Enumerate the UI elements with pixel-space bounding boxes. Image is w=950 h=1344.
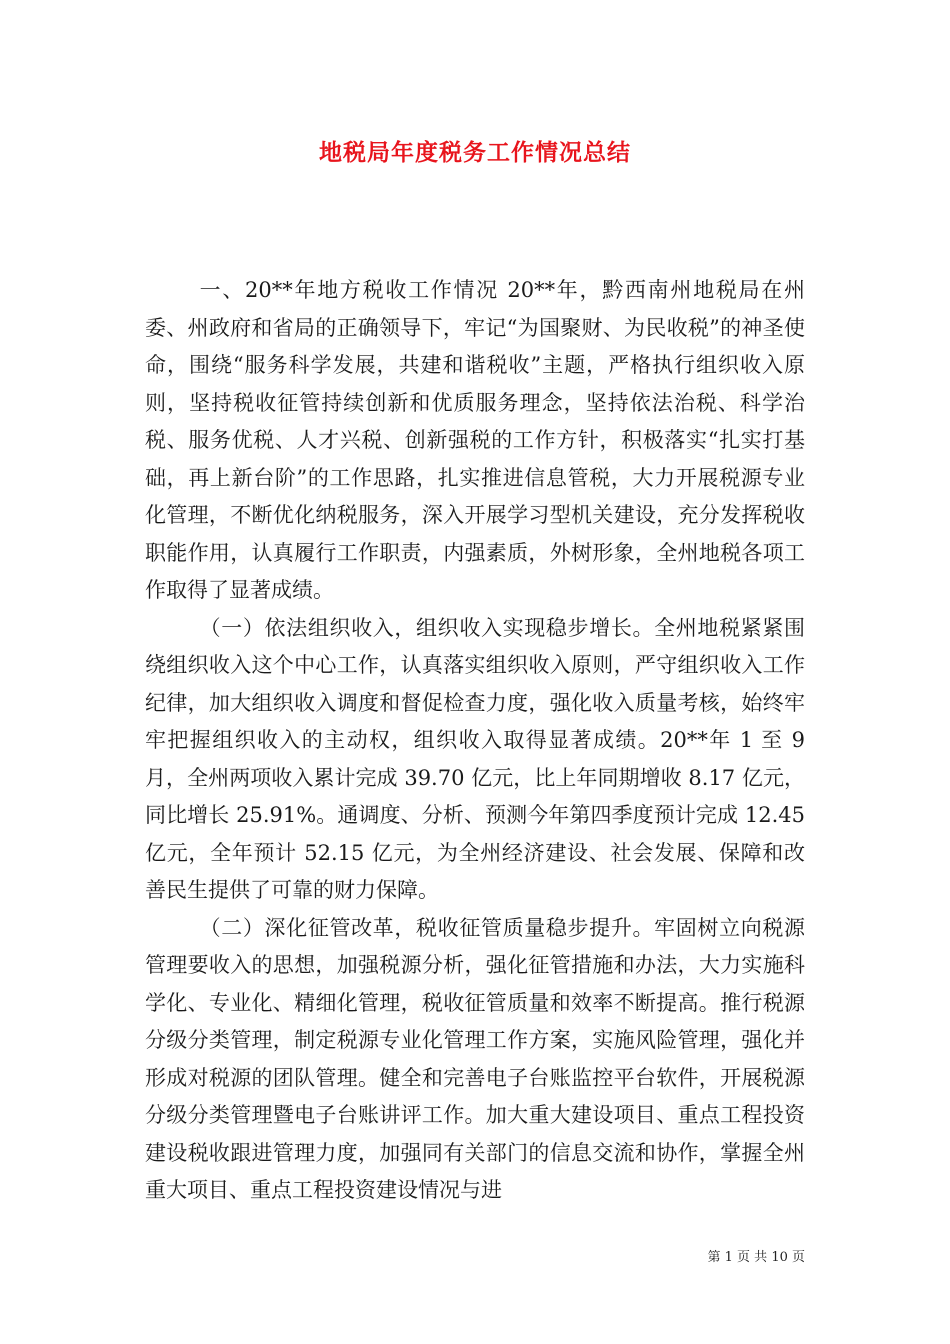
paragraph-intro: 一、20**年地方税收工作情况 20**年，黔西南州地税局在州委、州政府和省局的正确领导下，牢记“为国聚财、为民收税”的神圣使命，围绕“服务科学发展，共建和谐税收”主题，严格执行组织收入原则，坚持税收征管持续创新和优质服务理念，坚持依法治税、科学治税、服务优税、人才兴税、创新强税的工作方针，积极落实“扎实打基础，再上新台阶”的工作思路，扎实推进信息管税，大力开展税源专业化管理，不断优化纳税服务，深入开展学习型机关建设，充分发挥税收职能作用，认真履行工作职责，内强素质，外树形象，全州地税各项工作取得了显著成绩。 xyxy=(145,278,805,602)
paragraph-section-2: （二）深化征管改革，税收征管质量稳步提升。牢固树立向税源管理要收入的思想，加强税源分析，强化征管措施和办法，大力实施科学化、专业化、精细化管理，税收征管质量和效率不断提高。推行税源分级分类管理，制定税源专业化管理工作方案，实施风险管理，强化并形成对税源的团队管理。健全和完善电子台账监控平台软件，开展税源分级分类管理暨电子台账讲评工作。加大重大建设项目、重点工程投资建设税收跟进管理力度，加强同有关部门的信息交流和协作，掌握全州重大项目、重点工程投资建设情况与进 xyxy=(145,915,805,1202)
page-number-footer: 第 1 页 共 10 页 xyxy=(707,1250,805,1265)
document-body xyxy=(145,272,805,1210)
paragraph-section-1: （一）依法组织收入，组织收入实现稳步增长。全州地税紧紧围绕组织收入这个中心工作，认真落实组织收入原则，严守组织收入工作纪律，加大组织收入调度和督促检查力度，强化收入质量考核，始终牢牢把握组织收入的主动权，组织收入取得显著成绩。20**年 1 至 9 月，全州两项收入累计完成 39.70 亿元，比上年同期增收 8.17 亿元，同比增长 25.91%。通调度、分析、预测今年第四季度预计完成 12.45 亿元，全年预计 52.15 亿元，为全州经济建设、社会发展、保障和改善民生提供了可靠的财力保障。 xyxy=(145,615,805,902)
document-title: 地税局年度税务工作情况总结 xyxy=(319,139,631,166)
